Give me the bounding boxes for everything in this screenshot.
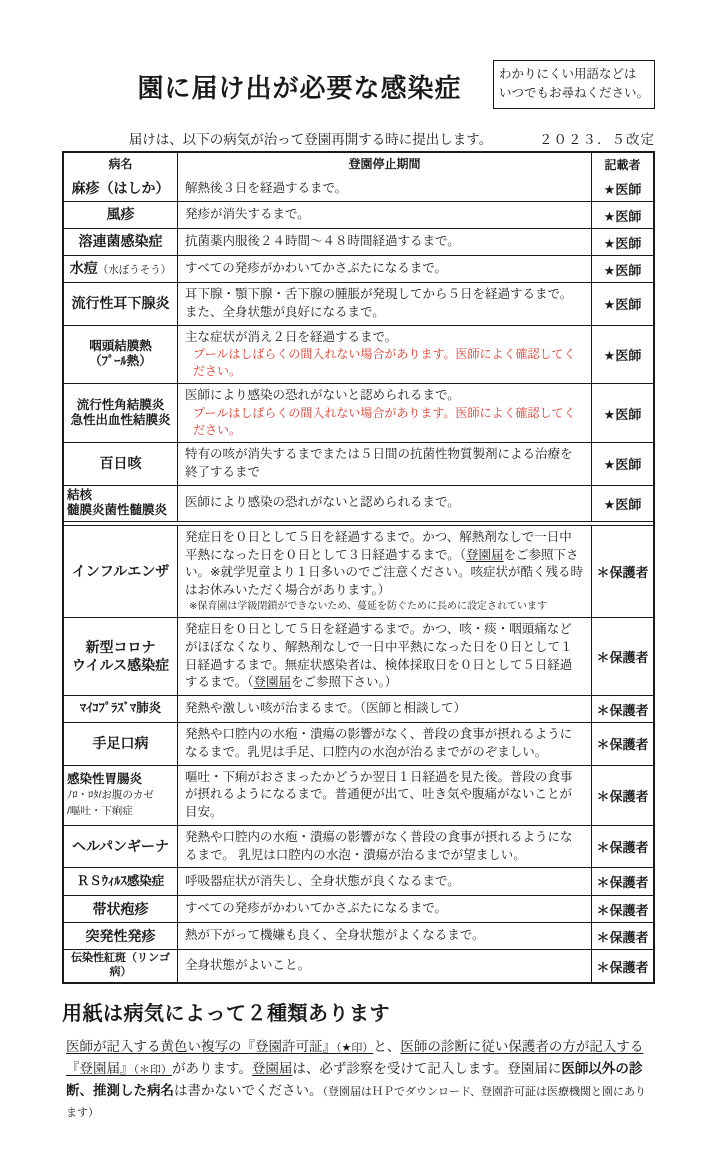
exclusion-period-cell: 抗菌薬内服後２４時間～４８時間経過するまで。 [185, 234, 460, 249]
page-title: 園に届け出が必要な感染症 [137, 73, 462, 103]
table-row [64, 176, 653, 201]
footer-text-segment: 医師が記入する黄色い複写の『登園許可証』 [66, 1038, 336, 1054]
disease-name-cell: ﾏｲｺﾌﾟﾗｽﾞﾏ肺炎 [64, 696, 178, 722]
disease-name-cell: 咽頭結膜熱 （ﾌﾟｰﾙ熱） [64, 326, 178, 384]
table-row [64, 255, 653, 282]
table-row [64, 722, 653, 765]
header-cell-writer: 記載者 [591, 153, 653, 176]
disease-name-cell: 新型コロナ ウイルス感染症 [64, 618, 178, 695]
document-header [62, 60, 655, 126]
disease-table [62, 151, 655, 984]
table-row [64, 895, 653, 922]
exclusion-period-cell: 発症日を０日として５日を経過するまで。かつ、解熱剤なしで一日中平熱になった日を０日として３日経過するまで。（登園届をご参照下さい。※就学児童より１日多いのでご注意ください。咳症状が酷く残る時はお休みいただく場合があります。） ※保育園は学級閉鎖ができないため、蔓延を防ぐために長めに設定されています [185, 529, 583, 612]
writer-cell: ＊保護者 [591, 618, 653, 695]
disease-name-cell: 麻疹（はしか） [64, 176, 178, 201]
table-row [64, 383, 653, 442]
table-row [64, 695, 653, 722]
table-row [64, 442, 653, 485]
exclusion-period-cell: 発熱や口腔内の水疱・潰瘍の影響がなく、普段の食事が摂れるようになるまで。乳児は手足、口腔内の水泡が治るまでがのぞましい。 [185, 727, 573, 759]
footer-text-segment: （登園届はＨＰでダウンロード、登園許可証は医療機関と園にあります） [66, 1085, 647, 1120]
writer-cell: ★医師 [591, 443, 653, 485]
table-row [64, 228, 653, 255]
exclusion-period-cell: 医師により感染の恐れがないと認められるまで。 プールはしばらくの間入れない場合があります。医師によく確認してください。 [185, 388, 576, 438]
footer-text-segment: （★印） [336, 1041, 374, 1054]
writer-cell: ★医師 [591, 486, 653, 521]
footer-paragraph [66, 1036, 655, 1123]
exclusion-period-cell: 耳下腺・顎下腺・舌下腺の腫脹が発現してから５日を経過するまで。 また、全身状態が良好になるまで。 [185, 287, 573, 319]
writer-cell: ★医師 [591, 202, 653, 228]
footer-text-segment: 医師の診断に従い保護者の方が記入する『登園届』 [66, 1038, 644, 1076]
disease-name-cell: ヘルパンギーナ [64, 826, 178, 868]
writer-cell: ★医師 [591, 384, 653, 442]
footer-text-segment: があります。 [172, 1060, 252, 1076]
writer-cell: ＊保護者 [591, 723, 653, 765]
exclusion-period-cell: 発疹が消失するまで。 [185, 207, 310, 222]
exclusion-period-cell: 医師により感染の恐れがないと認められるまで。 [185, 495, 460, 510]
disease-name-cell: 結核 髄膜炎菌性髄膜炎 [64, 486, 178, 521]
writer-cell: ＊保護者 [591, 923, 653, 949]
footer-text-segment: 登園届 [251, 1060, 293, 1076]
disease-name-cell: 溶連菌感染症 [64, 229, 178, 255]
disease-name-cell: 水痘（水ぼうそう） [64, 256, 178, 282]
exclusion-period-cell: 解熱後３日を経過するまで。 [185, 180, 348, 195]
footer-text-segment: は書かないでください。 [174, 1082, 323, 1098]
disease-name-cell: 手足口病 [64, 723, 178, 765]
writer-cell: ★医師 [591, 326, 653, 384]
writer-cell: ★医師 [591, 256, 653, 282]
exclusion-period-cell: 主な症状が消え２日を経過するまで。 プールはしばらくの間入れない場合があります。医師によく確認してください。 [185, 329, 576, 379]
writer-cell: ★医師 [591, 229, 653, 255]
disease-name-cell: 流行性角結膜炎 急性出血性結膜炎 [64, 384, 178, 442]
exclusion-period-cell: 発熱や口腔内の水疱・潰瘍の影響がなく普段の食事が摂れるようになるまで。 乳児は口腔内の水泡・潰瘍が治るまでが望ましい。 [185, 829, 573, 862]
exclusion-period-cell: すべての発疹がかわいてかさぶたになるまで。 [185, 901, 448, 916]
footer-text-segment: （＊印） [133, 1063, 172, 1076]
table-row [64, 867, 653, 895]
table-row [64, 617, 653, 695]
disease-name-cell: 百日咳 [64, 443, 178, 485]
header-cell-exclusion-period: 登園停止期間 [348, 157, 421, 171]
exclusion-period-cell: 呼吸器症状が消失し、全身状態が良くなるまで。 [185, 873, 460, 888]
disease-name-cell: インフルエンザ [64, 526, 178, 617]
table-row [64, 485, 653, 521]
writer-cell: ＊保護者 [591, 526, 653, 617]
exclusion-period-cell: 嘔吐・下痢がおさまったかどうか翌日１日経過を見た後。普段の食事が摂れるようになるまで。普通便が出て、吐き気や腹痛がないことが目安。 [185, 769, 573, 820]
exclusion-period-cell: すべての発疹がかわいてかさぶたになるまで。 [185, 261, 448, 276]
subtitle: 届けは、以下の病気が治って登園再開する時に提出します。 [128, 132, 493, 147]
disease-table-body [64, 176, 653, 982]
table-row [64, 922, 653, 949]
table-row [64, 325, 653, 384]
table-row [64, 201, 653, 228]
table-row [64, 949, 653, 982]
subtitle-row [62, 128, 655, 148]
footer-text-segment: と、 [373, 1038, 401, 1054]
table-row [64, 765, 653, 825]
disease-name-cell: 伝染性紅斑（リンゴ病） [64, 950, 178, 982]
disease-name-cell: 風疹 [64, 202, 178, 228]
writer-cell: ＊保護者 [591, 896, 653, 922]
writer-cell: ★医師 [591, 176, 653, 201]
exclusion-period-cell: 発症日を０日として５日を経過するまで。かつ、咳・痰・咽頭痛などがほぼなくなり、解熱剤なしで一日中平熱になった日を０日として１日経過するまで。無症状感染者は、検体採取日を０日として５日経過するまで。（登園届をご参照下さい。） [185, 622, 573, 690]
footer-text-segment: 医師以外の診断、推測した病名 [66, 1060, 643, 1098]
exclusion-period-cell: 熱が下がって機嫌も良く、全身状態がよくなるまで。 [185, 928, 485, 943]
table-row [64, 825, 653, 868]
table-row [64, 526, 653, 617]
writer-cell: ＊保護者 [591, 696, 653, 722]
disease-name-cell: 流行性耳下腺炎 [64, 283, 178, 325]
revision-date: ２０２３．５改定 [539, 132, 655, 147]
header-cell-disease-name: 病名 [64, 153, 178, 176]
disease-name-cell: 突発性発疹 [64, 923, 178, 949]
table-row [64, 282, 653, 325]
writer-cell: ★医師 [591, 283, 653, 325]
disease-name-cell: ＲＳｳｨﾙｽ感染症 [64, 868, 178, 895]
writer-cell: ＊保護者 [591, 950, 653, 982]
disease-name-cell: 感染性胃腸炎 ﾉﾛ・ﾛﾀ/お腹のカゼ /嘔吐・下痢症 [64, 766, 178, 825]
writer-cell: ＊保護者 [591, 868, 653, 895]
disease-name-cell: 帯状疱疹 [64, 896, 178, 922]
footer-heading: 用紙は病気によって２種類あります [62, 1002, 390, 1025]
exclusion-period-cell: 全身状態がよいこと。 [185, 958, 311, 973]
notice-box [493, 60, 655, 109]
notice-line: わかりにくい用語などは [499, 67, 637, 81]
table-header-row [64, 153, 653, 176]
exclusion-period-cell: 特有の咳が消失するまでまたは５日間の抗菌性物質製剤による治療を終了するまで [185, 447, 573, 479]
writer-cell: ＊保護者 [591, 766, 653, 825]
footer-text-segment: は、必ず診察を受けて記入します。登園届に [292, 1060, 562, 1076]
notice-line: いつでもお尋ねください。 [499, 86, 650, 101]
exclusion-period-cell: 発熱や激しい咳が治まるまで。（医師と相談して） [185, 701, 467, 716]
writer-cell: ＊保護者 [591, 826, 653, 868]
